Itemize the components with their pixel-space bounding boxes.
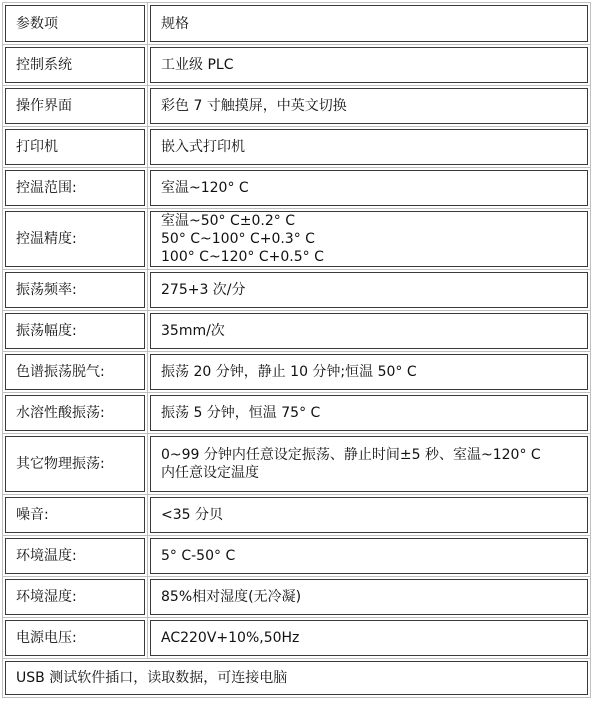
spec-value-cell (148, 45, 591, 86)
spec-value-line: 275+3 次/分 (161, 282, 246, 298)
spec-value-line: 85%相对湿度(无冷凝) (161, 589, 302, 605)
spec-value-cell (148, 86, 591, 127)
spec-value (150, 620, 588, 656)
spec-key-cell (3, 270, 148, 311)
spec-value-cell (148, 434, 591, 495)
footer-note: USB 测试软件插口，读取数据，可连接电脑 (5, 661, 588, 695)
spec-value-cell (148, 577, 591, 618)
spec-value (150, 354, 588, 390)
spec-value-line: AC220V+10%,50Hz (161, 630, 300, 646)
header-value-label: 规格 (150, 5, 588, 42)
spec-key-label: 振荡幅度: (5, 313, 145, 349)
spec-row (3, 352, 591, 393)
spec-key-label: 噪音: (5, 497, 145, 533)
spec-value-line: 室温~50° C±0.2° C (161, 213, 295, 229)
spec-value-line: 彩色 7 寸触摸屏，中英文切换 (161, 98, 347, 114)
spec-value-line: 50° C~100° C+0.3° C (161, 231, 315, 247)
spec-value-cell (148, 127, 591, 168)
footer-row (3, 659, 591, 698)
spec-value (150, 88, 588, 124)
spec-row (3, 270, 591, 311)
spec-row (3, 168, 591, 209)
spec-key-cell (3, 45, 148, 86)
spec-row (3, 577, 591, 618)
spec-value (150, 313, 588, 349)
spec-key-cell (3, 352, 148, 393)
spec-key-cell (3, 434, 148, 495)
spec-key-cell (3, 393, 148, 434)
spec-value (150, 497, 588, 533)
spec-row (3, 495, 591, 536)
spec-key-cell (3, 127, 148, 168)
spec-key-cell (3, 311, 148, 352)
spec-key-label: 控温精度: (5, 211, 145, 267)
spec-key-cell (3, 577, 148, 618)
footer-cell (3, 659, 591, 698)
spec-key-label: 振荡频率: (5, 272, 145, 308)
spec-table (2, 2, 591, 698)
spec-key-cell (3, 86, 148, 127)
spec-value-line: 内任意设定温度 (161, 465, 259, 481)
spec-key-cell (3, 495, 148, 536)
spec-key-label: 打印机 (5, 129, 145, 165)
spec-key-cell (3, 618, 148, 659)
spec-value-cell (148, 495, 591, 536)
spec-value (150, 538, 588, 574)
spec-value-cell (148, 352, 591, 393)
spec-value-cell (148, 618, 591, 659)
spec-key-cell (3, 209, 148, 270)
spec-key-label: 其它物理振荡: (5, 436, 145, 492)
header-value-cell (148, 3, 591, 45)
spec-value-cell (148, 270, 591, 311)
spec-value-line: 35mm/次 (161, 323, 225, 339)
spec-key-label: 水溶性酸振荡: (5, 395, 145, 431)
spec-value-cell (148, 311, 591, 352)
spec-value (150, 579, 588, 615)
spec-value (150, 395, 588, 431)
spec-key-label: 操作界面 (5, 88, 145, 124)
spec-value-cell (148, 209, 591, 270)
spec-value-cell (148, 168, 591, 209)
spec-value-line: 室温~120° C (161, 180, 249, 196)
spec-value-line: 振荡 20 分钟，静止 10 分钟;恒温 50° C (161, 364, 417, 380)
spec-value-cell (148, 536, 591, 577)
header-key-cell (3, 3, 148, 45)
spec-key-label: 控温范围: (5, 170, 145, 206)
header-key-label: 参数项 (5, 5, 145, 42)
spec-value (150, 272, 588, 308)
spec-row (3, 618, 591, 659)
spec-row (3, 311, 591, 352)
spec-key-label: 电源电压: (5, 620, 145, 656)
spec-row (3, 536, 591, 577)
spec-value-line: 5° C-50° C (161, 548, 236, 564)
spec-table-body (3, 3, 591, 698)
spec-value (150, 129, 588, 165)
spec-value (150, 47, 588, 83)
header-row (3, 3, 591, 45)
spec-key-label: 控制系统 (5, 47, 145, 83)
spec-value (150, 170, 588, 206)
spec-key-label: 环境湿度: (5, 579, 145, 615)
spec-row (3, 393, 591, 434)
spec-value (150, 211, 588, 267)
spec-value-line: <35 分贝 (161, 507, 223, 523)
spec-value-cell (148, 393, 591, 434)
spec-value (150, 436, 588, 492)
spec-key-cell (3, 536, 148, 577)
spec-key-cell (3, 168, 148, 209)
spec-row (3, 86, 591, 127)
spec-value-line: 工业级 PLC (161, 57, 234, 73)
spec-value-line: 0~99 分钟内任意设定振荡、静止时间±5 秒、室温~120° C (161, 447, 541, 463)
spec-row (3, 127, 591, 168)
spec-key-label: 色谱振荡脱气: (5, 354, 145, 390)
spec-row (3, 45, 591, 86)
spec-value-line: 嵌入式打印机 (161, 139, 245, 155)
spec-value-line: 100° C~120° C+0.5° C (161, 249, 324, 265)
spec-key-label: 环境温度: (5, 538, 145, 574)
spec-row (3, 209, 591, 270)
spec-row (3, 434, 591, 495)
spec-value-line: 振荡 5 分钟，恒温 75° C (161, 405, 321, 421)
